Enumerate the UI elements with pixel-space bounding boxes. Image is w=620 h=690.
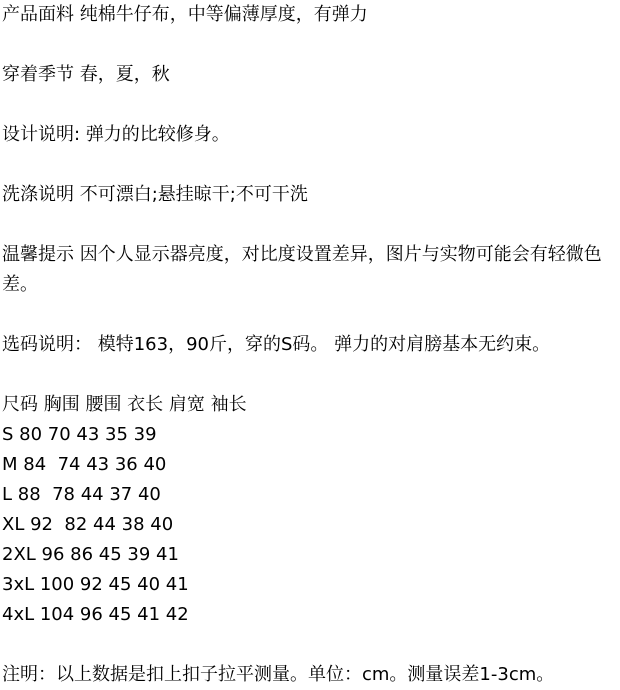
size-row-3xl: 3xL 100 92 45 40 41 <box>2 574 189 595</box>
season-row <box>2 60 616 90</box>
measurement-footnote: 注明：以上数据是扣上扣子拉平测量。单位：cm。测量误差1-3cm。 <box>2 664 555 685</box>
size-row-xl: XL 92 82 44 38 40 <box>2 514 174 535</box>
size-advice-value: 模特163，90斤，穿的S码。 弹力的对肩膀基本无约束。 <box>97 334 551 355</box>
spacer <box>2 300 616 330</box>
season-label: 穿着季节 <box>2 64 74 85</box>
spacer <box>2 30 616 60</box>
size-row-s: S 80 70 43 35 39 <box>2 424 157 445</box>
spacer <box>2 210 616 240</box>
fabric-row <box>2 0 616 30</box>
fabric-value: 纯棉牛仔布，中等偏薄厚度，有弹力 <box>79 4 368 25</box>
spacer <box>2 630 616 660</box>
washing-label: 洗涤说明 <box>2 184 74 205</box>
size-advice-row <box>2 330 616 360</box>
season-value: 春，夏，秋 <box>79 64 170 85</box>
spacer <box>2 150 616 180</box>
washing-row <box>2 180 616 210</box>
spacer <box>2 90 616 120</box>
fabric-label: 产品面料 <box>2 4 74 25</box>
notice-row <box>2 240 616 300</box>
size-row-2xl: 2XL 96 86 45 39 41 <box>2 544 179 565</box>
design-value: 弹力的比较修身。 <box>85 124 230 145</box>
size-table-header: 尺码 胸围 腰围 衣长 肩宽 袖长 <box>2 394 247 415</box>
design-label: 设计说明: <box>2 124 81 145</box>
spacer <box>2 360 616 390</box>
size-advice-label: 选码说明： <box>2 334 92 355</box>
size-row-m: M 84 74 43 36 40 <box>2 454 167 475</box>
size-row-4xl: 4xL 104 96 45 41 42 <box>2 604 189 625</box>
design-row <box>2 120 616 150</box>
notice-value: 因个人显示器亮度，对比度设置差异，图片与实物可能会有轻微色差。 <box>2 244 602 295</box>
size-row-l: L 88 78 44 37 40 <box>2 484 161 505</box>
notice-label: 温馨提示 <box>2 244 74 265</box>
washing-value: 不可漂白;悬挂晾干;不可干洗 <box>79 184 308 205</box>
